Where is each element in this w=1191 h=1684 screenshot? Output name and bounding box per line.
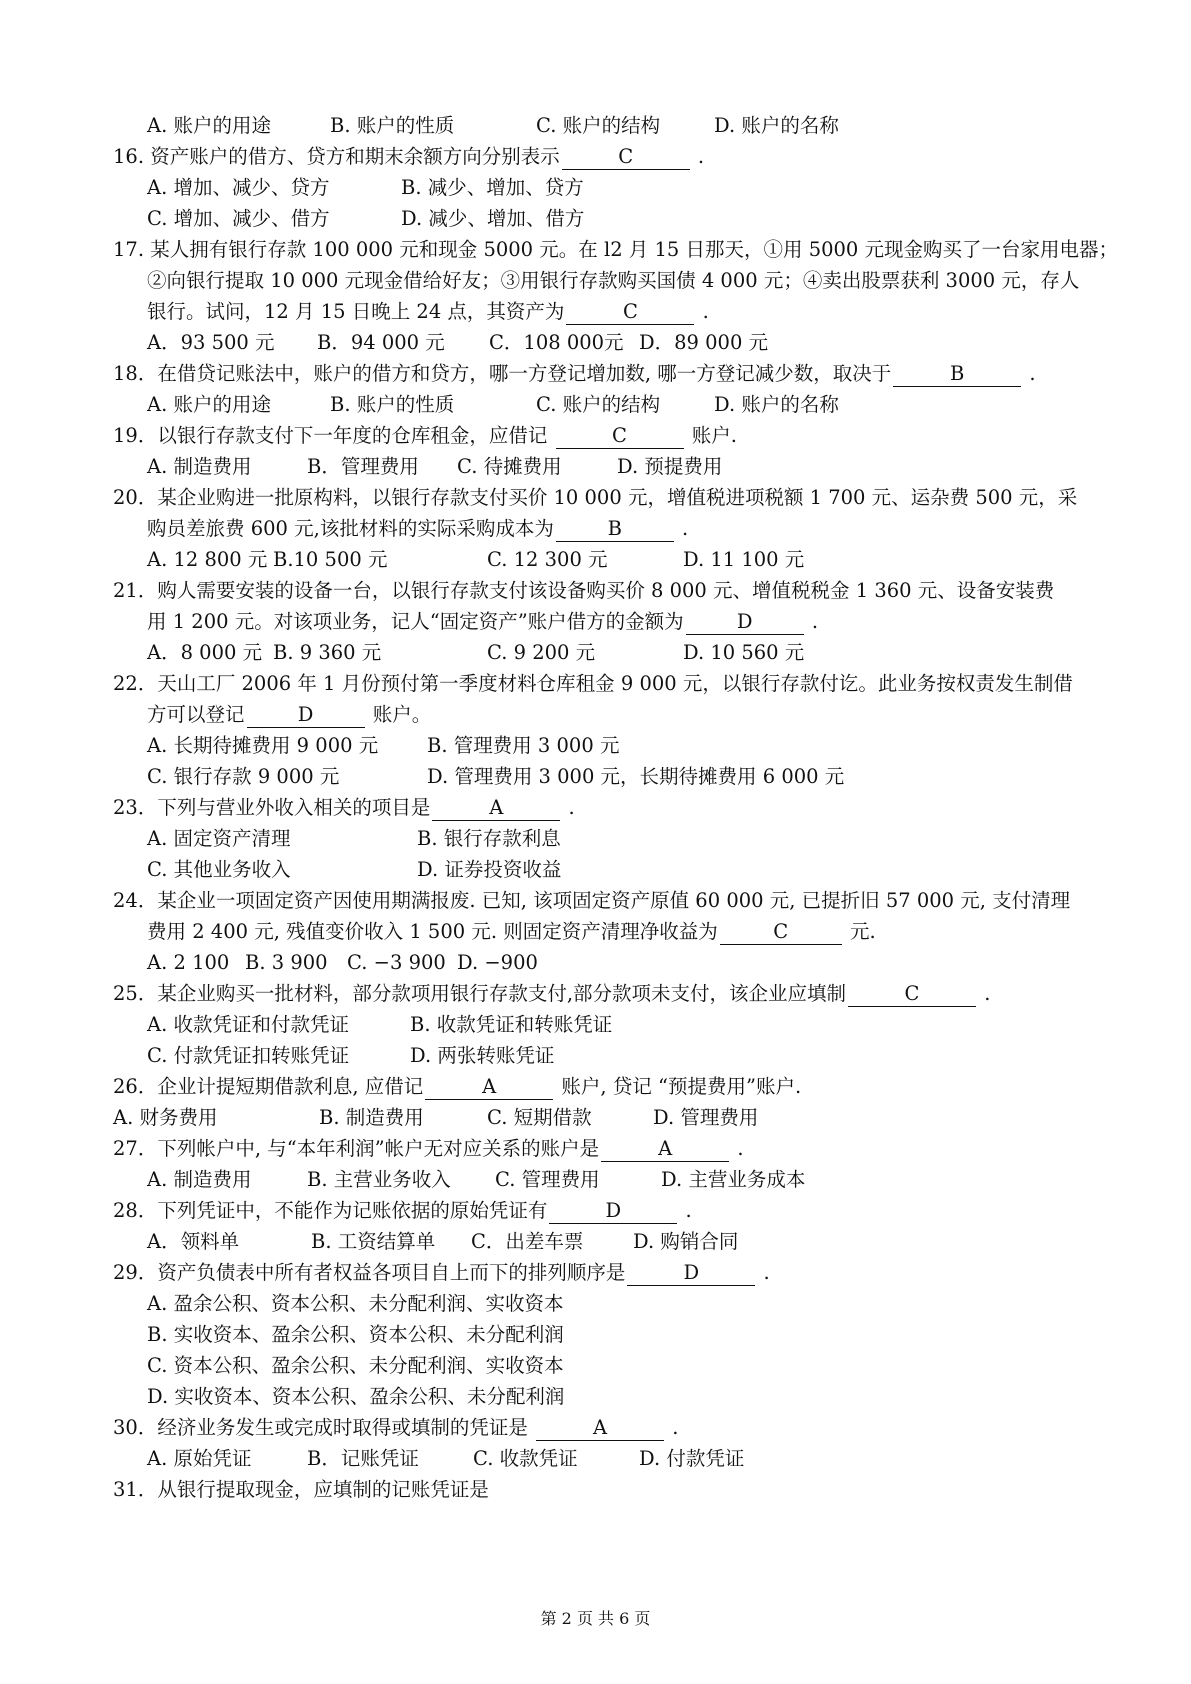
question-text: 22．天山工厂 2006 年 1 月份预付第一季度材料仓库租金 9 000 元，以银行存款付讫。此业务按权责发生制借 <box>113 672 1073 695</box>
question-text: . <box>1023 362 1036 385</box>
question-text: . <box>679 1199 692 1222</box>
options-line <box>147 1011 612 1039</box>
question-line <box>113 422 737 450</box>
answer-option: A. 2 100 <box>147 951 230 974</box>
question-line <box>113 887 1070 915</box>
options-line <box>147 453 722 481</box>
answer-option: B．94 000 元 <box>317 331 445 354</box>
question-text: . <box>978 982 991 1005</box>
answer-option: D. 管理费用 <box>653 1106 759 1129</box>
options-line <box>147 1321 564 1349</box>
answer-blank: A <box>432 796 560 821</box>
answer-option: D. −900 <box>457 951 538 974</box>
answer-option: A. 盈余公积、资本公积、未分配利润、实收资本 <box>147 1292 564 1315</box>
question-text: 30．经济业务发生或完成时取得或填制的凭证是 <box>113 1416 535 1439</box>
question-text: 购员差旅费 600 元,该批材料的实际采购成本为 <box>147 517 554 540</box>
options-line <box>147 1290 563 1318</box>
answer-option: A. 财务费用 <box>113 1106 218 1129</box>
answer-blank: A <box>425 1075 553 1100</box>
answer-option: A. 固定资产清理 <box>147 827 291 850</box>
answer-option: A. 账户的用途 <box>147 114 271 137</box>
question-continuation <box>147 918 876 946</box>
question-line <box>113 360 1036 388</box>
question-text: 方可以登记 <box>147 703 245 726</box>
answer-option: A. 长期待摊费用 9 000 元 <box>147 734 379 757</box>
answer-option: C. 资本公积、盈余公积、未分配利润、实收资本 <box>147 1354 564 1377</box>
answer-option: B. 9 360 元 <box>273 641 382 664</box>
question-line <box>113 143 704 171</box>
question-text: . <box>691 145 705 168</box>
answer-option: C. 其他业务收入 <box>147 858 291 881</box>
answer-option: B.10 500 元 <box>273 548 388 571</box>
answer-blank: D <box>686 610 804 635</box>
answer-blank: A <box>601 1137 729 1162</box>
answer-option: C. 账户的结构 <box>536 114 661 137</box>
answer-option: D. 减少、增加、借方 <box>401 207 585 230</box>
answer-option: C. −3 900 <box>347 951 446 974</box>
question-continuation <box>147 608 818 636</box>
answer-option: C. 12 300 元 <box>487 548 608 571</box>
question-line <box>113 577 1054 605</box>
answer-option: B. 工资结算单 <box>311 1230 436 1253</box>
question-line <box>113 484 1077 512</box>
answer-option: D．89 000 元 <box>639 331 769 354</box>
answer-option: D. 两张转账凭证 <box>410 1044 555 1067</box>
answer-option: C. 增加、减少、借方 <box>147 207 330 230</box>
question-continuation <box>147 701 431 729</box>
answer-option: C．108 000元 <box>489 331 624 354</box>
options-line <box>147 1228 738 1256</box>
question-text: 27．下列帐户中, 与“本年利润”帐户无对应关系的账户是 <box>113 1137 600 1160</box>
question-text: 24．某企业一项固定资产因使用期满报废. 已知, 该项固定资产原值 60 000 元, 已提折旧 57 000 元, 支付清理 <box>113 889 1071 912</box>
options-line <box>147 1383 564 1411</box>
answer-blank: C <box>556 424 684 449</box>
answer-blank: C <box>848 982 976 1007</box>
answer-blank: C <box>720 920 842 945</box>
answer-option: D. 管理费用 3 000 元，长期待摊费用 6 000 元 <box>427 765 845 788</box>
question-continuation <box>147 267 1079 295</box>
options-line <box>147 205 584 233</box>
answer-option: D. 预提费用 <box>617 455 723 478</box>
question-text: 用 1 200 元。对该项业务，记人“固定资产”账户借方的金额为 <box>147 610 684 633</box>
question-text: 21．购人需要安装的设备一台，以银行存款支付该设备购买价 8 000 元、增值税税金 1 360 元、设备安装费 <box>113 579 1055 602</box>
options-line <box>147 329 768 357</box>
options-line <box>147 763 844 791</box>
question-text: . <box>731 1137 744 1160</box>
options-line <box>147 949 538 977</box>
answer-option: A．93 500 元 <box>147 331 275 354</box>
answer-blank: C <box>566 300 694 325</box>
answer-option: C. 账户的结构 <box>536 393 661 416</box>
answer-option: C. 收款凭证 <box>473 1447 578 1470</box>
answer-option: D. 付款凭证 <box>639 1447 745 1470</box>
answer-option: D. 11 100 元 <box>683 548 805 571</box>
question-text: . <box>675 517 689 540</box>
question-text: . <box>696 300 709 323</box>
answer-option: B. 主营业务收入 <box>307 1168 451 1191</box>
answer-blank: D <box>247 703 365 728</box>
options-line <box>147 732 619 760</box>
question-text: 23．下列与营业外收入相关的项目是 <box>113 796 431 819</box>
answer-blank: B <box>893 362 1021 387</box>
options-line <box>147 1042 554 1070</box>
question-text: 25．某企业购买一批材料，部分款项用银行存款支付,部分款项未支付，该企业应填制 <box>113 982 847 1005</box>
answer-option: D. 主营业务成本 <box>661 1168 806 1191</box>
answer-option: A. 收款凭证和付款凭证 <box>147 1013 349 1036</box>
answer-option: A. 账户的用途 <box>147 393 271 416</box>
answer-option: B. 减少、增加、贷方 <box>401 176 584 199</box>
question-line <box>113 1135 744 1163</box>
question-text: 18．在借贷记账法中，账户的借方和贷方，哪一方登记增加数, 哪一方登记减少数，取决于 <box>113 362 892 385</box>
options-line <box>147 1445 744 1473</box>
question-line <box>113 236 1118 264</box>
options-line <box>147 174 584 202</box>
question-text: 19．以银行存款支付下一年度的仓库租金，应借记 <box>113 424 554 447</box>
answer-blank: A <box>536 1416 664 1441</box>
options-line <box>147 391 839 419</box>
question-text: . <box>666 1416 679 1439</box>
question-line <box>113 1414 678 1442</box>
options-line <box>147 639 804 667</box>
question-continuation <box>147 298 709 326</box>
question-line <box>113 1476 489 1504</box>
question-text: . <box>562 796 575 819</box>
options-line <box>147 1352 564 1380</box>
question-text: 账户。 <box>366 703 432 726</box>
answer-option: D. 10 560 元 <box>683 641 805 664</box>
answer-option: A．领料单 <box>147 1230 240 1253</box>
answer-option: A. 原始凭证 <box>147 1447 252 1470</box>
answer-option: B. 制造费用 <box>319 1106 424 1129</box>
question-line <box>113 1197 692 1225</box>
options-line <box>147 112 839 140</box>
answer-option: A. 增加、减少、贷方 <box>147 176 330 199</box>
answer-option: B. 银行存款利息 <box>417 827 561 850</box>
answer-option: C. 短期借款 <box>487 1106 592 1129</box>
options-line <box>147 856 561 884</box>
answer-option: B. 账户的性质 <box>330 393 455 416</box>
options-line <box>147 825 561 853</box>
question-line <box>113 794 575 822</box>
answer-option: A. 制造费用 <box>147 1168 252 1191</box>
answer-option: C. 管理费用 <box>495 1168 600 1191</box>
options-line <box>147 1166 805 1194</box>
answer-option: B. 收款凭证和转账凭证 <box>410 1013 613 1036</box>
answer-option: B．记账凭证 <box>307 1447 419 1470</box>
question-line <box>113 980 990 1008</box>
question-text: 账户. <box>685 424 737 447</box>
question-line <box>113 1259 770 1287</box>
answer-blank: D <box>627 1261 755 1286</box>
options-line <box>147 546 804 574</box>
answer-option: B．管理费用 <box>307 455 419 478</box>
question-continuation <box>147 515 688 543</box>
question-text: 28．下列凭证中，不能作为记账依据的原始凭证有 <box>113 1199 548 1222</box>
answer-option: D. 账户的名称 <box>714 114 839 137</box>
question-text: . <box>757 1261 770 1284</box>
answer-option: B. 账户的性质 <box>330 114 455 137</box>
question-text: 26．企业计提短期借款利息, 应借记 <box>113 1075 424 1098</box>
options-line <box>113 1104 758 1132</box>
answer-option: D. 实收资本、资本公积、盈余公积、未分配利润 <box>147 1385 565 1408</box>
answer-option: C. 银行存款 9 000 元 <box>147 765 340 788</box>
answer-option: B. 管理费用 3 000 元 <box>427 734 620 757</box>
answer-option: C．出差车票 <box>471 1230 584 1253</box>
question-line <box>113 670 1073 698</box>
answer-blank: C <box>562 145 690 170</box>
question-text: ②向银行提取 10 000 元现金借给好友；③用银行存款购买国债 4 000 元；④卖出股票获利 3000 元，存人 <box>147 269 1080 292</box>
page-footer: 第 2 页 共 6 页 <box>540 1609 651 1628</box>
question-text: 29．资产负债表中所有者权益各项目自上而下的排列顺序是 <box>113 1261 626 1284</box>
question-text: . <box>805 610 819 633</box>
question-text: 费用 2 400 元, 残值变价收入 1 500 元. 则固定资产清理净收益为 <box>147 920 718 943</box>
answer-blank: D <box>549 1199 677 1224</box>
answer-option: B. 3 900 <box>245 951 328 974</box>
question-text: 17. 某人拥有银行存款 100 000 元和现金 5000 元。在 l2 月 15 日那天，①用 5000 元现金购买了一台家用电器； <box>113 238 1119 261</box>
question-text: 16. 资产账户的借方、贷方和期末余额方向分别表示 <box>113 145 560 168</box>
answer-option: D. 购销合同 <box>633 1230 739 1253</box>
answer-option: D. 账户的名称 <box>714 393 839 416</box>
answer-option: A. 12 800 元 <box>147 548 268 571</box>
answer-option: D. 证券投资收益 <box>417 858 562 881</box>
question-line <box>113 1073 801 1101</box>
answer-option: C. 9 200 元 <box>487 641 596 664</box>
question-text: 31．从银行提取现金，应填制的记账凭证是 <box>113 1478 489 1501</box>
answer-option: A. 制造费用 <box>147 455 252 478</box>
question-text: 账户, 贷记 “预提费用”账户. <box>555 1075 802 1098</box>
answer-option: C. 付款凭证扣转账凭证 <box>147 1044 350 1067</box>
question-text: 元. <box>843 920 876 943</box>
question-text: 银行。试问，12 月 15 日晚上 24 点，其资产为 <box>147 300 565 323</box>
answer-option: A．8 000 元 <box>147 641 263 664</box>
answer-option: B. 实收资本、盈余公积、资本公积、未分配利润 <box>147 1323 564 1346</box>
question-text: 20．某企业购进一批原构料，以银行存款支付买价 10 000 元，增值税进项税额 1 700 元、运杂费 500 元，采 <box>113 486 1078 509</box>
answer-option: C. 待摊费用 <box>457 455 562 478</box>
answer-blank: B <box>556 517 674 542</box>
